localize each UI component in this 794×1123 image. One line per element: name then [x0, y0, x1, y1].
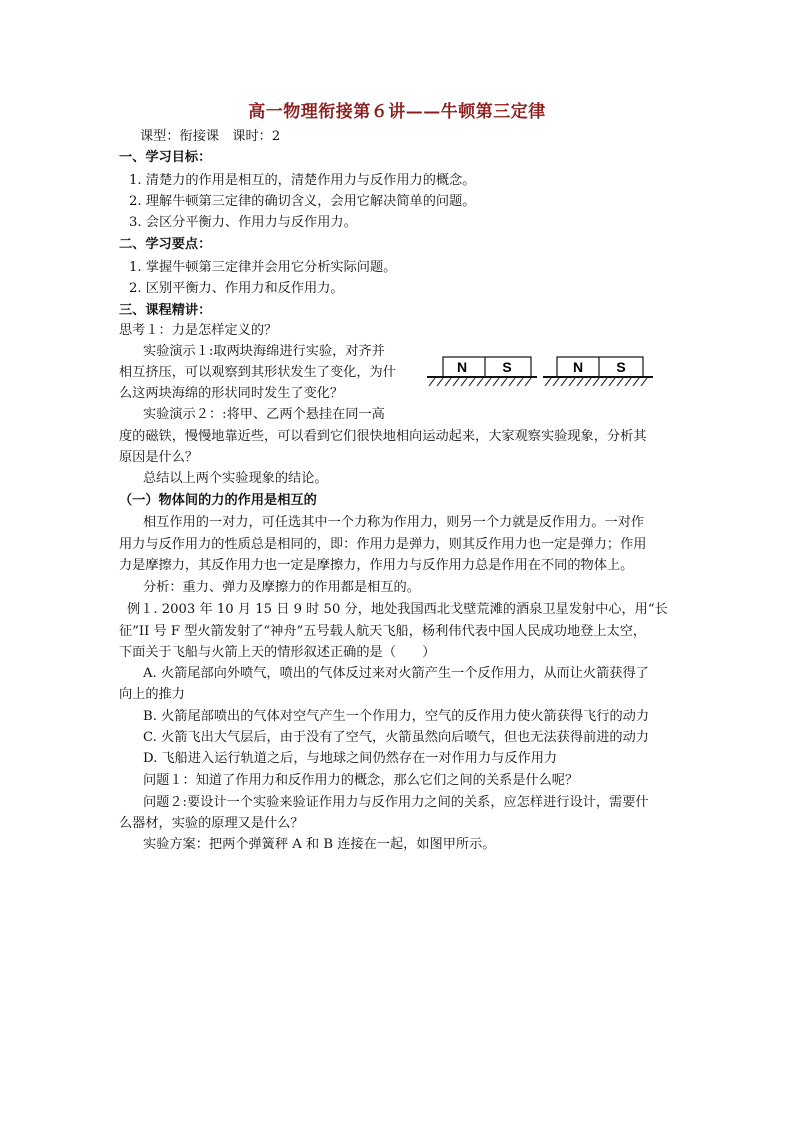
experiment-1-text: 实验演示１:取两块海绵进行实验，对齐并	[143, 344, 385, 359]
keypoint-item: 2. 区别平衡力、作用力和反作用力。	[129, 281, 344, 296]
question-2: 么器材，实验的原理又是什么？	[119, 816, 304, 831]
option-c: C. 火箭飞出大气层后，由于没有了空气，火箭虽然向后喷气，但也无法获得前进的动力	[143, 730, 649, 745]
experiment-plan: 实验方案：把两个弹簧秤 A 和 B 连接在一起，如图甲所示。	[143, 837, 496, 852]
magnet-north-label: N	[572, 359, 584, 375]
example-text: 下面关于飞船与火箭上天的情形叙述正确的是（ ）	[119, 645, 436, 660]
experiment-2-text: 原因是什么？	[119, 450, 199, 465]
keypoint-item: 1. 掌握牛顿第三定律并会用它分析实际问题。	[129, 260, 397, 275]
experiment-2-text: 度的磁铁，慢慢地靠近些，可以看到它们很快地相向运动起来，大家观察实验现象，分析其	[119, 429, 647, 444]
ground-hatch-right	[545, 378, 647, 386]
ground-hatch-left	[429, 378, 531, 386]
section-heading-lecture: 三、课程精讲：	[119, 303, 212, 318]
experiment-2-text: 实验演示２：:将甲、乙两个悬挂在同一高	[143, 407, 385, 422]
question-2: 问题２:要设计一个实验来验证作用力与反作用力之间的关系，应怎样进行设计，需要什	[143, 795, 649, 810]
magnet-south-label: S	[502, 359, 512, 375]
magnet-group-right	[543, 357, 653, 386]
analysis-text: 分析：重力、弹力及摩擦力的作用都是相互的。	[143, 580, 420, 595]
question-1: 问题１：知道了作用力和反作用力的概念，那么它们之间的关系是什么呢？	[143, 773, 579, 788]
think-question: 思考１：力是怎样定义的？	[119, 323, 278, 338]
goal-item: 1. 清楚力的作用是相互的，清楚作用力与反作用力的概念。	[129, 173, 476, 188]
paragraph-text: 相互作用的一对力，可任选其中一个力称为作用力，则另一个力就是反作用力。一对作	[143, 515, 645, 530]
magnet-north-label: N	[456, 359, 468, 375]
option-d: D. 飞船进入运行轨道之后，与地球之间仍然存在一对作用力与反作用力	[143, 751, 558, 766]
magnet-group-left	[427, 357, 537, 386]
example-text: 征”II 号 F 型火箭发射了“神舟”五号载人航天飞船，杨利伟代表中国人民成功地登上太空，	[119, 624, 647, 639]
experiment-1-text: 相互挤压，可以观察到其形状发生了变化，为什	[119, 365, 396, 380]
example-text: 例１. 2003 年 10 月 15 日 9 时 50 分，地处我国西北戈壁荒滩的酒泉卫星发射中心，用“长	[127, 602, 668, 617]
option-b: B. 火箭尾部喷出的气体对空气产生一个作用力，空气的反作用力使火箭获得飞行的动力	[143, 709, 650, 724]
section-heading-keypoints: 二、学习要点：	[119, 237, 212, 252]
goal-item: 3. 会区分平衡力、作用力与反作用力。	[129, 215, 357, 230]
page-title: 高一物理衔接第６讲——牛顿第三定律	[248, 102, 546, 122]
experiment-1-text: 么这两块海绵的形状同时发生了变化？	[119, 386, 344, 401]
subsection-heading: （一）物体间的力的作用是相互的	[119, 493, 317, 508]
section-heading-goals: 一、学习目标：	[119, 150, 212, 165]
summary-text: 总结以上两个实验现象的结论。	[143, 471, 328, 486]
option-a: 向上的推力	[119, 687, 185, 702]
goal-item: 2. 理解牛顿第三定律的确切含义，会用它解决简单的问题。	[129, 194, 476, 209]
magnets-figure	[425, 352, 655, 392]
lesson-meta: 课型：衔接课 课时：2	[140, 129, 281, 144]
paragraph-text: 用力与反作用力的性质总是相同的，即：作用力是弹力，则其反作用力也一定是弹力；作用	[119, 537, 647, 552]
option-a: A. 火箭尾部向外喷气，喷出的气体反过来对火箭产生一个反作用力，从而让火箭获得了	[143, 666, 649, 681]
paragraph-text: 力是摩擦力，其反作用力也一定是摩擦力，作用力与反作用力总是作用在不同的物体上。	[119, 558, 634, 573]
magnet-south-label: S	[616, 359, 626, 375]
